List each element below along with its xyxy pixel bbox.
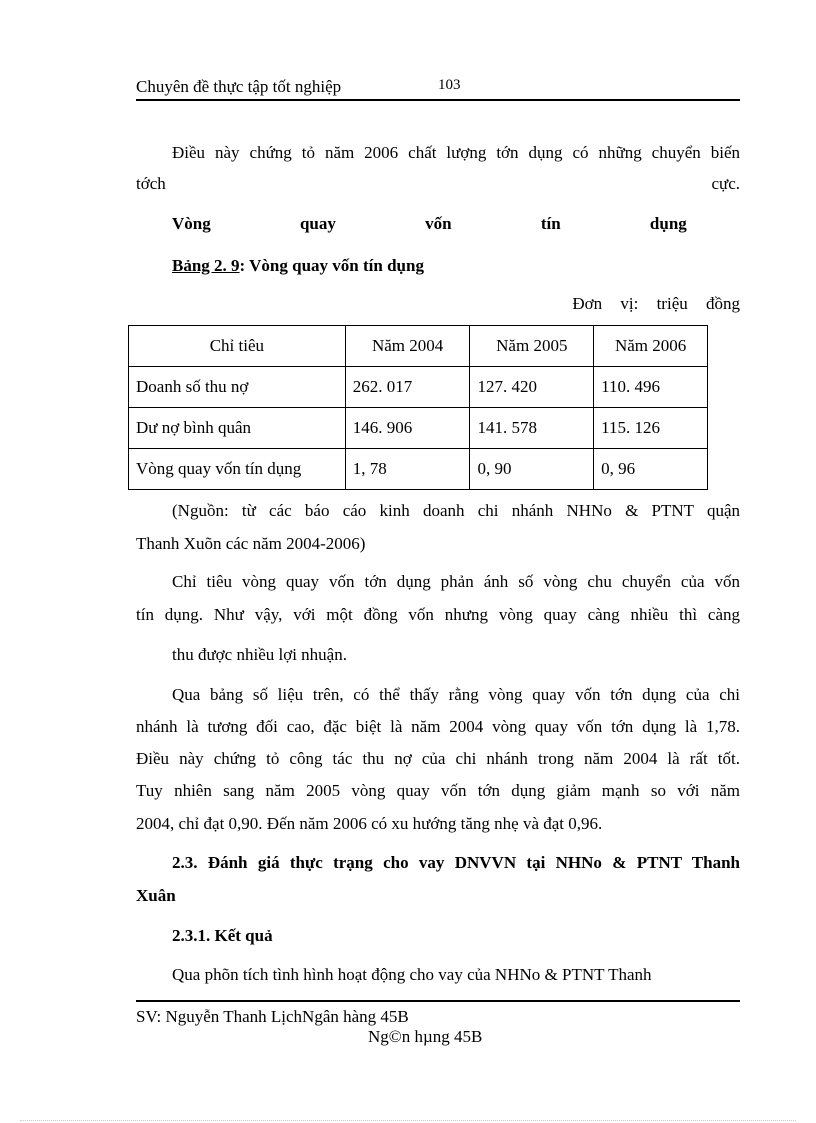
table-caption-text: : Vòng quay vốn tín dụng [239, 256, 424, 275]
table-cell: 0, 96 [594, 449, 708, 490]
table-row [129, 367, 708, 408]
paragraph-1-word-left: tớch [136, 174, 166, 193]
heading-2-3-line-1: 2.3. Đánh giá thực trạng cho vay DNVVN tại NHNo & PTNT Thanh [172, 853, 740, 872]
source-note-line-1: (Nguồn: từ các báo cáo kinh doanh chi nhánh NHNo & PTNT quận [172, 501, 740, 520]
footer-divider [136, 1000, 740, 1002]
heading-2-3-line-2: Xuân [136, 886, 176, 905]
table-header-cell: Chỉ tiêu [129, 326, 346, 367]
unit-label: Đơn vị: triệu đồng [572, 294, 740, 313]
page-number: 103 [438, 77, 461, 93]
footer-author: SV: Nguyễn Thanh LịchNgân hàng 45B [136, 1007, 409, 1026]
table-cell: 141. 578 [470, 408, 594, 449]
table-cell: Dư nợ bình quân [129, 408, 346, 449]
table-cell: 127. 420 [470, 367, 594, 408]
paragraph-1-line-2 [136, 174, 740, 194]
table-cell: 146. 906 [345, 408, 470, 449]
heading-2-3-1: 2.3.1. Kết quả [172, 926, 273, 945]
table-header-cell: Năm 2006 [594, 326, 708, 367]
paragraph-2-line-2: tín dụng. Như vậy, với một đồng vốn nhưng vòng quay càng nhiều thì càng [136, 605, 740, 624]
table-caption-label: Bảng 2. 9 [172, 256, 240, 275]
table-caption [172, 256, 424, 276]
table-cell: 262. 017 [345, 367, 470, 408]
paragraph-3-line-3: Điều này chứng tỏ công tác thu nợ của chi nhánh trong năm 2004 là rất tốt. [136, 749, 740, 768]
page-bottom-edge [20, 1120, 796, 1121]
footer-department: Ng©n hµng 45B [368, 1027, 483, 1046]
paragraph-3-line-5: 2004, chỉ đạt 0,90. Đến năm 2006 có xu hướng tăng nhẹ và đạt 0,96. [136, 814, 603, 833]
paragraph-1-word-right: cực. [711, 174, 740, 193]
table-header-cell: Năm 2005 [470, 326, 594, 367]
paragraph-2-line-1: Chỉ tiêu vòng quay vốn tớn dụng phản ánh số vòng chu chuyển của vốn [172, 572, 740, 591]
table-cell: 115. 126 [594, 408, 708, 449]
paragraph-3-line-1: Qua bảng số liệu trên, có thể thấy rằng vòng quay vốn tớn dụng của chi [172, 685, 740, 704]
source-note-line-2: Thanh Xuõn các năm 2004-2006) [136, 534, 366, 553]
paragraph-1-line-1: Điều này chứng tỏ năm 2006 chất lượng tớn dụng có những chuyển biến [172, 143, 740, 162]
paragraph-3-line-4: Tuy nhiên sang năm 2005 vòng quay vốn tớn dụng giảm mạnh so với năm [136, 781, 740, 800]
credit-turnover-table [128, 325, 708, 490]
header-title: Chuyên đề thực tập tốt nghiệp [136, 77, 342, 96]
table-row [129, 408, 708, 449]
table-cell: 0, 90 [470, 449, 594, 490]
header-divider [136, 99, 740, 101]
table-header-row [129, 326, 708, 367]
table-header-cell: Năm 2004 [345, 326, 470, 367]
table-cell: Doanh số thu nợ [129, 367, 346, 408]
table-cell: 1, 78 [345, 449, 470, 490]
paragraph-3-line-2: nhánh là tương đối cao, đặc biệt là năm 2004 vòng quay vốn tớn dụng là 1,78. [136, 717, 740, 736]
table-cell: Vòng quay vốn tín dụng [129, 449, 346, 490]
section-heading: Vòng quay vốn tín dụng [172, 214, 687, 233]
table-cell: 110. 496 [594, 367, 708, 408]
table-row [129, 449, 708, 490]
paragraph-4-line-1: Qua phõn tích tình hình hoạt động cho vay của NHNo & PTNT Thanh [172, 965, 652, 984]
paragraph-2-line-3: thu được nhiều lợi nhuận. [172, 645, 347, 664]
